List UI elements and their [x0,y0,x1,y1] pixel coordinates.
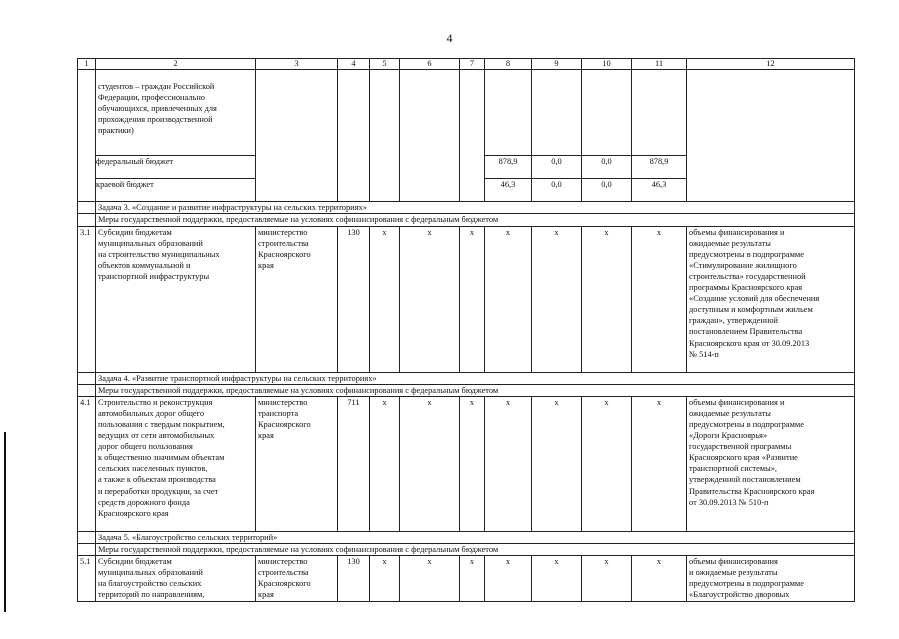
mark-cell: x [582,396,632,531]
table-row [78,396,855,531]
measure-row [78,214,855,226]
mark-cell: x [400,226,460,372]
budget-label-federal: федеральный бюджет [96,155,256,167]
mark-cell: x [532,555,582,601]
mark-cell: x [532,396,582,531]
row-note: объемы финансирования и ожидаемые результаты предусмотрены в подпрограмме «Стимулирование жилищного строительства» государственной программы Красноярского края «Создание условий для обеспечения доступным и комфортным жильем граждан», утвержденной постановлением Правительства Красноярского края от 30.09.2013 № 514-п [687,226,855,372]
value-cell: 0,0 [532,155,582,167]
measure-row [78,384,855,396]
value-cell: 878,9 [485,155,532,167]
task-row [78,202,855,214]
mark-cell: x [460,396,485,531]
value-cell: 46,3 [632,178,687,190]
row-agency: министерство строительства Красноярского края [256,226,338,372]
mark-cell: x [632,226,687,372]
row-agency: министерство строительства Красноярского края [256,555,338,601]
row-agency: министерство транспорта Красноярского края [256,396,338,531]
mark-cell: x [485,396,532,531]
row-number: 3.1 [78,226,96,372]
mark-cell: x [460,555,485,601]
value-cell: 0,0 [582,178,632,190]
row-note: объемы финансирования и ожидаемые результаты предусмотрены в подпрограмме «Дороги Красноярья» государственной программы Красноярского края «Развитие транспортной системы», утвержденной постановлением Правительства Красноярского края от 30.09.2013 № 510-п [687,396,855,531]
row-note: объемы финансирования и ожидаемые результаты предусмотрены в подпрограмме «Благоустройство дворовых [687,555,855,601]
task-title: Задача 4. «Развитие транспортной инфраструктуры на сельских территориях» [96,372,855,384]
row-number: 5.1 [78,555,96,601]
mark-cell: x [370,226,400,372]
column-number: 7 [460,59,485,70]
program-table [77,58,855,602]
column-number: 8 [485,59,532,70]
column-number: 10 [582,59,632,70]
column-number: 6 [400,59,460,70]
measure-title: Меры государственной поддержки, предоставляемые на условиях софинансирования с федеральным бюджетом [96,384,855,396]
budget-label-regional: краевой бюджет [96,178,256,190]
task-title: Задача 3. «Создание и развитие инфраструктуры на сельских территориях» [96,202,855,214]
value-cell: 0,0 [582,155,632,167]
mark-cell: x [485,226,532,372]
value-cell: 0,0 [532,178,582,190]
mark-cell: x [532,226,582,372]
value-cell: 878,9 [632,155,687,167]
column-number: 2 [96,59,256,70]
mark-cell: x [582,555,632,601]
mark-cell: x [582,226,632,372]
mark-cell: x [370,555,400,601]
column-number: 1 [78,59,96,70]
mark-cell: x [400,555,460,601]
mark-cell: x [400,396,460,531]
row-code: 130 [338,555,370,601]
row-code: 130 [338,226,370,372]
mark-cell: x [370,396,400,531]
task-title: Задача 5. «Благоустройство сельских территорий» [96,531,855,543]
row-name: Субсидии бюджетам муниципальных образований на строительство муниципальных объектов коммунальной и транспортной инфраструктуры [96,226,256,372]
mark-cell: x [632,555,687,601]
column-number: 4 [338,59,370,70]
margin-mark [4,432,6,612]
measure-row [78,543,855,555]
mark-cell: x [485,555,532,601]
mark-cell: x [632,396,687,531]
row-number: 4.1 [78,396,96,531]
column-number: 9 [532,59,582,70]
mark-cell: x [460,226,485,372]
column-number: 3 [256,59,338,70]
row-name-continued: студентов – граждан Российской Федерации, профессионально обучающихся, привлеченных для прохождения производственной практики) [98,82,217,136]
table-row [78,555,855,601]
measure-title: Меры государственной поддержки, предоставляемые на условиях софинансирования с федеральным бюджетом [96,543,855,555]
table-row [78,70,855,202]
row-name: Строительство и реконструкция автомобильных дорог общего пользования с твердым покрытием, ведущих от сети автомобильных дорог общего пользования к общественно значимым объектам сельских населенных пунктов, а также к объектам производства и переработки продукции, за счет средств дорожного фонда Красноярского края [96,396,256,531]
column-number: 12 [687,59,855,70]
column-number: 5 [370,59,400,70]
table-row [78,226,855,372]
column-number-row [78,59,855,70]
page-number: 4 [446,31,453,45]
measure-title: Меры государственной поддержки, предоставляемые на условиях софинансирования с федеральным бюджетом [96,214,855,226]
row-code: 711 [338,396,370,531]
task-row [78,531,855,543]
column-number: 11 [632,59,687,70]
task-row [78,372,855,384]
row-name: Субсидии бюджетам муниципальных образований на благоустройство сельских территорий по направлениям, [96,555,256,601]
value-cell: 46,3 [485,178,532,190]
